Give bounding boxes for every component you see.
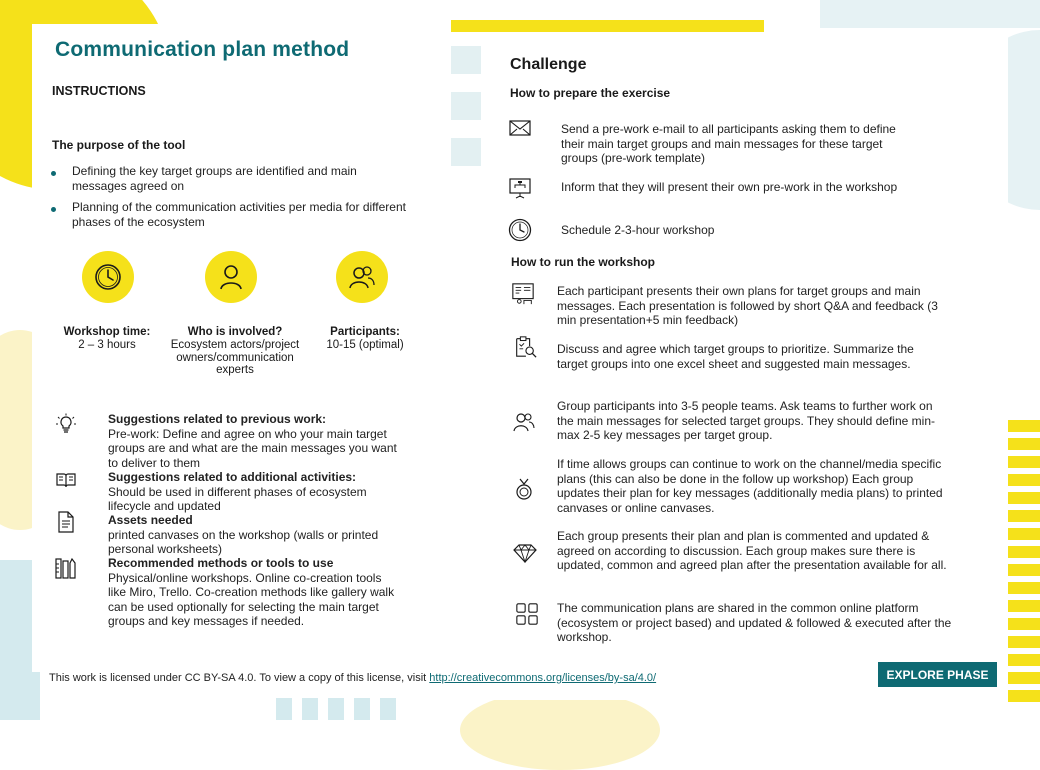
prepare-heading: How to prepare the exercise <box>510 86 671 100</box>
decor-square <box>451 92 481 120</box>
stat-label: Workshop time: <box>63 326 151 338</box>
stat-value: Ecosystem actors/project owners/communication experts <box>170 338 300 377</box>
clock-icon <box>82 251 134 303</box>
stat-label: Participants: <box>330 326 400 338</box>
suggestion-text: Should be used in different phases of ecosystem lifecycle and updated <box>108 484 367 513</box>
suggestion-text: Pre-work: Define and agree on who your main target groups are and what are the main messages you want to deliver to them <box>108 426 397 470</box>
challenge-title: Challenge <box>510 56 587 73</box>
stat-label: Who is involved? <box>187 326 283 338</box>
presentation-icon <box>508 176 532 200</box>
decor-blue-stripes-bottom <box>276 698 406 720</box>
lightbulb-icon <box>54 412 78 436</box>
prepare-step-3: Schedule 2-3-hour workshop <box>561 223 715 237</box>
grid-icon <box>515 602 539 626</box>
license-text: This work is licensed under CC BY-SA 4.0. To view a copy of this license, visit <box>49 672 430 684</box>
tools-icon <box>54 556 78 580</box>
run-step-3: Group participants into 3-5 people teams. Ask teams to further work on the main messages for selected target groups. They should define min-max 2-5 key messages per target group. <box>557 399 935 442</box>
suggestion-title: Recommended methods or tools to use <box>108 556 334 570</box>
purpose-bullet-2: Planning of the communication activities per media for different phases of the ecosystem <box>72 200 406 229</box>
stat-who-involved <box>168 326 302 377</box>
license-footer <box>49 672 656 684</box>
stat-value: 2 – 3 hours <box>78 338 136 351</box>
document-icon <box>54 510 78 534</box>
explore-phase-button[interactable]: EXPLORE PHASE <box>878 662 997 687</box>
decor-square <box>451 138 481 166</box>
suggestion-assets-needed <box>108 513 408 557</box>
suggestion-previous-work <box>108 412 408 470</box>
suggestion-additional-activities <box>108 470 408 514</box>
clipboard-search-icon <box>513 335 537 359</box>
stat-participants <box>318 326 412 352</box>
run-step-2: Discuss and agree which target groups to prioritize. Summarize the target groups into one excel sheet and suggested main messages. <box>557 342 914 371</box>
run-step-6: The communication plans are shared in the common online platform (ecosystem or project based) and updated & followed & executed after the workshop. <box>557 601 952 644</box>
page-title: Communication plan method <box>55 38 350 61</box>
stat-workshop-time <box>58 326 156 352</box>
run-step-1: Each participant presents their own plans for target groups and main messages. Each presentation is followed by short Q&A and feedback (3 min presentation+5 min feedback) <box>557 284 938 327</box>
medal-icon <box>512 477 536 501</box>
suggestion-recommended-methods <box>108 556 400 629</box>
suggestion-text: Physical/online workshops. Online co-creation tools like Miro, Trello. Co-creation methods like gallery walk can be used optionally for selecting the main target groups and key messages if needed. <box>108 570 395 628</box>
clock-icon <box>508 218 532 242</box>
bullet-dot <box>51 171 56 176</box>
suggestion-title: Suggestions related to previous work: <box>108 412 327 426</box>
license-link[interactable]: http://creativecommons.org/licenses/by-sa/4.0/ <box>429 672 657 684</box>
people-icon <box>336 251 388 303</box>
diamond-icon <box>513 541 537 565</box>
instructions-heading: INSTRUCTIONS <box>52 84 146 98</box>
prepare-step-1: Send a pre-work e-mail to all participants asking them to define their main target groups and main messages for these target groups (pre-work template) <box>561 122 896 165</box>
run-step-4: If time allows groups can continue to work on the channel/media specific plans (this can also be done in the follow up workshop) Each group updates their plan for key messages (additionally media plans) to printed canvases or online canvases. <box>557 457 943 515</box>
run-step-5: Each group presents their plan and plan is commented and updated & agreed on according to discussion. Each group makes sure there is updated, common and agreed plan after the presentation available for all. <box>557 529 947 572</box>
person-icon <box>205 251 257 303</box>
book-icon <box>54 468 78 492</box>
board-icon <box>511 282 535 306</box>
decor-blue-corner-top-right <box>820 0 1040 28</box>
suggestion-title: Assets needed <box>108 513 193 527</box>
decor-cream-arc-bottom <box>460 690 660 770</box>
purpose-heading: The purpose of the tool <box>52 138 186 152</box>
envelope-icon <box>508 116 532 140</box>
run-heading: How to run the workshop <box>511 255 655 269</box>
bullet-dot <box>51 207 56 212</box>
purpose-bullet-1: Defining the key target groups are identified and main messages agreed on <box>72 164 357 193</box>
people-icon <box>512 410 536 434</box>
decor-yellow-stripes-right <box>1008 420 1040 702</box>
decor-yellow-bar-top <box>451 20 764 32</box>
stat-value: 10-15 (optimal) <box>326 338 404 351</box>
suggestion-title: Suggestions related to additional activities: <box>108 470 357 484</box>
prepare-step-2: Inform that they will present their own pre-work in the workshop <box>561 180 898 194</box>
decor-square <box>451 46 481 74</box>
suggestion-text: printed canvases on the workshop (walls or printed personal worksheets) <box>108 527 379 556</box>
